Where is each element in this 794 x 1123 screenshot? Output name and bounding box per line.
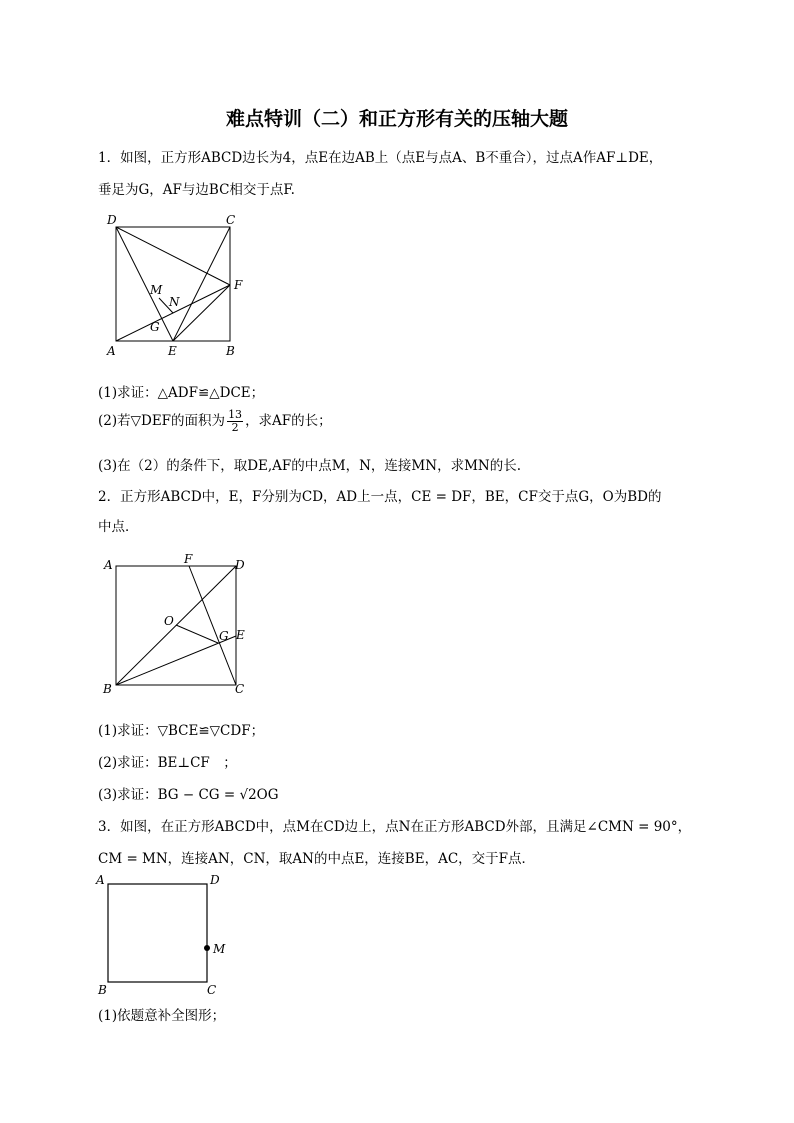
q1-label-D: D xyxy=(107,213,117,227)
q2-text-line1: 2．正方形ABCD中，E，F分别为CD，AD上一点，CE = DF，BE，CF交于点G，O为BD的 xyxy=(98,489,662,505)
q3-figure xyxy=(92,870,242,1000)
q3-label-B: B xyxy=(98,983,107,997)
q1-square xyxy=(116,227,230,341)
q2-segment-BE xyxy=(116,636,236,685)
q1-segment-EF xyxy=(173,285,230,341)
q2-label-E: E xyxy=(236,628,245,642)
q2-part2: (2)求证：BE⊥CF ； xyxy=(98,755,237,771)
q2-segment-CF xyxy=(189,566,236,685)
q3-point-M xyxy=(204,945,210,951)
q3-text-line1: 3．如图，在正方形ABCD中，点M在CD边上，点N在正方形ABCD外部，且满足∠CMN = 90°， xyxy=(98,819,692,835)
q1-segment-DE xyxy=(116,227,173,341)
q2-label-B: B xyxy=(103,682,112,696)
q1-text-line1: 1．如图，正方形ABCD边长为4，点E在边AB上（点E与点A、B不重合），过点A作AF⊥DE， xyxy=(98,150,663,166)
q1-fraction: $\frac{13}{2}$ xyxy=(228,408,243,434)
q2-label-C: C xyxy=(235,682,245,696)
q3-label-M: M xyxy=(213,942,226,956)
q1-label-A: A xyxy=(107,344,116,358)
q2-part1: (1)求证：▽BCE≌▽CDF； xyxy=(98,723,265,739)
q1-figure xyxy=(100,210,260,362)
q2-label-G: G xyxy=(219,629,229,643)
q1-text-line2: 垂足为G，AF与边BC相交于点F. xyxy=(98,182,295,198)
q1-label-N: N xyxy=(169,295,180,309)
q3-text-line2: CM = MN，连接AN，CN，取AN的中点E，连接BE，AC，交于F点． xyxy=(98,851,536,867)
q2-label-D: D xyxy=(235,558,245,572)
q2-label-O: O xyxy=(164,614,174,628)
q1-label-C: C xyxy=(226,213,236,227)
q1-part3: (3)在（2）的条件下，取DE,AF的中点M，N，连接MN，求MN的长. xyxy=(98,458,521,474)
page-title: 难点特训（二）和正方形有关的压轴大题 xyxy=(225,108,568,130)
q2-segment-OG xyxy=(176,625,218,643)
q3-label-A: A xyxy=(96,873,105,887)
q1-label-M: M xyxy=(150,283,163,297)
q1-segment-CE xyxy=(173,227,230,341)
q1-label-G: G xyxy=(150,320,160,334)
q3-label-C: C xyxy=(207,983,217,997)
q3-label-D: D xyxy=(210,873,220,887)
q1-part1: (1)求证：△ADF≌△DCE； xyxy=(98,385,265,401)
q2-label-A: A xyxy=(104,558,113,572)
q1-label-B: B xyxy=(226,344,235,358)
q2-part3: (3)求证：BG − CG = √2OG xyxy=(98,787,279,803)
q1-label-F: F xyxy=(234,278,243,292)
q1-segment-DF xyxy=(116,227,230,285)
q2-text-line2: 中点． xyxy=(98,519,139,535)
q1-label-E: E xyxy=(168,344,177,358)
q2-figure xyxy=(98,548,258,698)
q3-part1: (1)依题意补全图形； xyxy=(98,1008,226,1024)
q3-square xyxy=(108,884,207,982)
q2-label-F: F xyxy=(184,552,193,566)
q1-part2: (2)若▽DEF的面积为 $\frac{13}{2}$ ，求AF的长； xyxy=(98,408,332,434)
